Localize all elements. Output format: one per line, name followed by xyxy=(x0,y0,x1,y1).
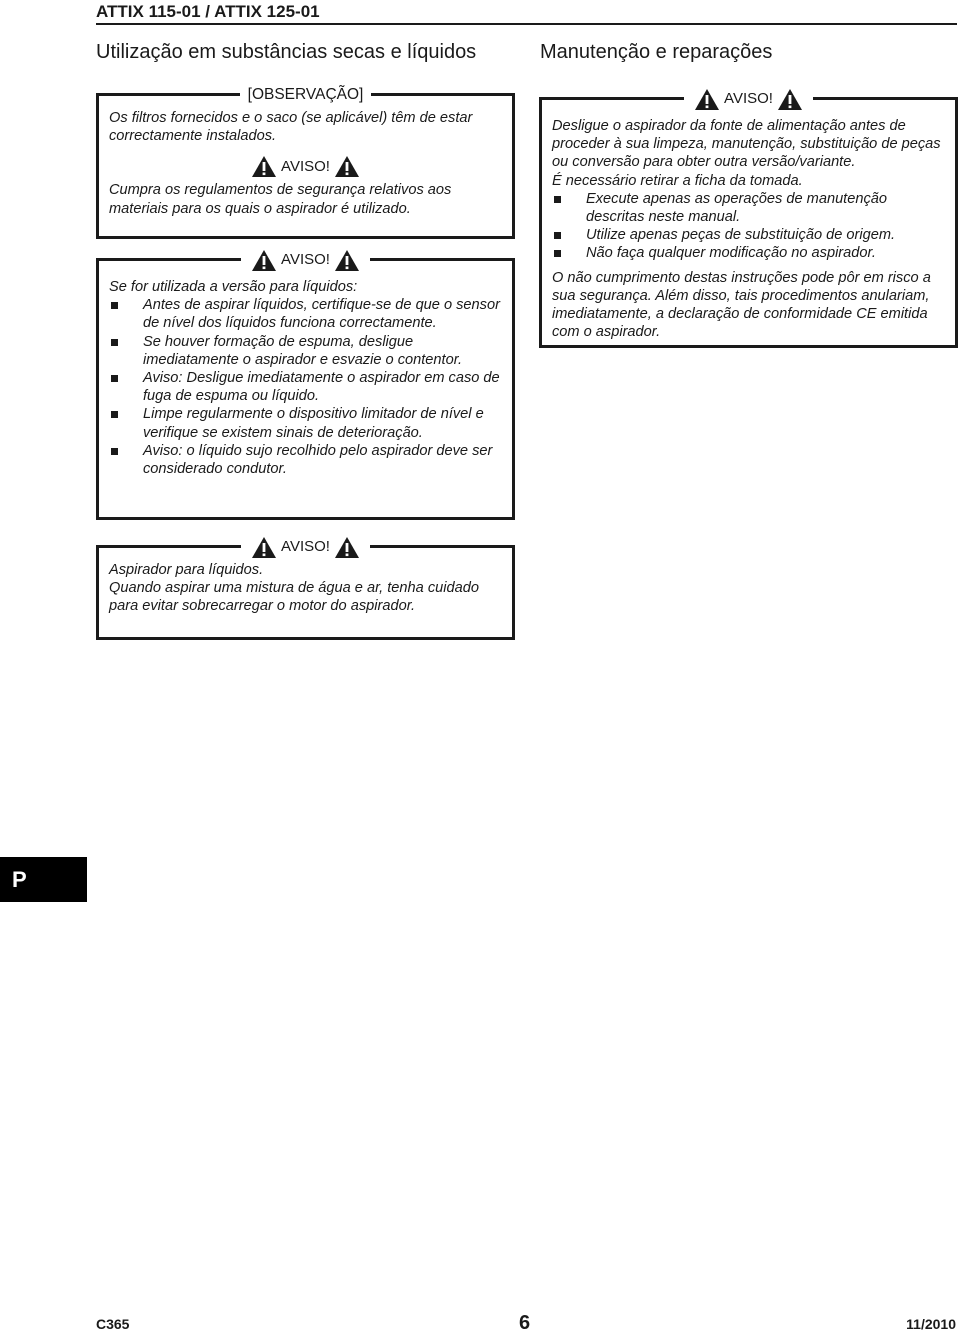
observacao-heading: [OBSERVAÇÃO] xyxy=(247,86,364,103)
warning3-line1: Aspirador para líquidos. xyxy=(109,562,264,578)
language-tab: P xyxy=(0,857,87,902)
warning3-heading: AVISO! xyxy=(281,538,330,555)
bullet-square-icon xyxy=(111,339,118,346)
list-item: Aviso: Desligue imediatamente o aspirador em caso de fuga de espuma ou líquido. xyxy=(109,369,502,405)
warning2-box xyxy=(96,251,515,520)
observacao-box xyxy=(96,86,515,239)
bullet-square-icon xyxy=(111,302,118,309)
warning3-heading-wrap xyxy=(99,534,512,560)
bullet-square-icon xyxy=(554,196,561,203)
bullet-square-icon xyxy=(111,411,118,418)
warning2-intro: Se for utilizada a versão para líquidos: xyxy=(109,279,358,295)
maintenance-warning-box xyxy=(539,90,958,348)
warning-triangle-icon xyxy=(334,155,360,178)
page-number: 6 xyxy=(519,1312,531,1334)
warning-triangle-icon xyxy=(694,88,720,111)
footer-date: 11/2010 xyxy=(906,1316,956,1332)
observacao-text: Os filtros fornecidos e o saco (se aplicável) têm de estar correctamente instalados. xyxy=(109,110,473,145)
right-section-title: Manutenção e reparações xyxy=(540,41,773,63)
warning-triangle-icon xyxy=(777,88,803,111)
maintenance-intro2: É necessário retirar a ficha da tomada. xyxy=(552,172,803,189)
warning1-text: Cumpra os regulamentos de segurança relativos aos materiais para os quais o aspirador é utilizado. xyxy=(109,182,452,217)
document-header-title: ATTIX 115-01 / ATTIX 125-01 xyxy=(96,2,320,21)
maintenance-warning-heading: AVISO! xyxy=(724,90,773,107)
warning-triangle-icon xyxy=(334,249,360,272)
list-item: Antes de aspirar líquidos, certifique-se de que o sensor de nível dos líquidos funciona correctamente. xyxy=(109,296,502,332)
maintenance-list xyxy=(552,190,945,263)
warning3-box xyxy=(96,538,515,640)
warning-triangle-icon xyxy=(251,249,277,272)
warning2-list xyxy=(109,296,502,478)
left-section-title: Utilização em substâncias secas e líquidos xyxy=(96,41,477,63)
bullet-square-icon xyxy=(111,375,118,382)
maintenance-intro: Desligue o aspirador da fonte de alimentação antes de proceder à sua limpeza, manutenção, substituição de peças ou conversão para obter outra versão/variante. xyxy=(552,118,941,171)
warning1-heading: AVISO! xyxy=(281,157,330,175)
bullet-square-icon xyxy=(554,250,561,257)
maintenance-outro: O não cumprimento destas instruções pode pôr em risco a sua segurança. Além disso, tais procedimentos anulariam, imediatamente, a declaração de conformidade CE emitida com o aspirador. xyxy=(552,269,931,341)
bullet-square-icon xyxy=(554,232,561,239)
list-item: Aviso: o líquido sujo recolhido pelo aspirador deve ser considerado condutor. xyxy=(109,442,502,478)
list-item: Execute apenas as operações de manutenção descritas neste manual. xyxy=(552,190,945,226)
list-item: Utilize apenas peças de substituição de origem. xyxy=(552,226,945,244)
list-item: Não faça qualquer modificação no aspirador. xyxy=(552,244,945,262)
header-rule xyxy=(96,23,957,25)
observacao-heading-wrap xyxy=(99,82,512,108)
warning-triangle-icon xyxy=(334,536,360,559)
warning-triangle-icon xyxy=(251,536,277,559)
footer-model-code: C365 xyxy=(96,1316,130,1332)
warning1-heading-row xyxy=(109,153,502,179)
list-item: Limpe regularmente o dispositivo limitador de nível e verifique se existem sinais de deterioração. xyxy=(109,405,502,441)
warning2-heading-wrap xyxy=(99,247,512,273)
maintenance-heading-wrap xyxy=(542,86,955,112)
list-item: Se houver formação de espuma, desligue imediatamente o aspirador e esvazie o contentor. xyxy=(109,333,502,369)
warning3-line2: Quando aspirar uma mistura de água e ar, tenha cuidado para evitar sobrecarregar o motor do aspirador. xyxy=(109,580,479,615)
warning-triangle-icon xyxy=(251,155,277,178)
bullet-square-icon xyxy=(111,448,118,455)
warning2-heading: AVISO! xyxy=(281,251,330,268)
